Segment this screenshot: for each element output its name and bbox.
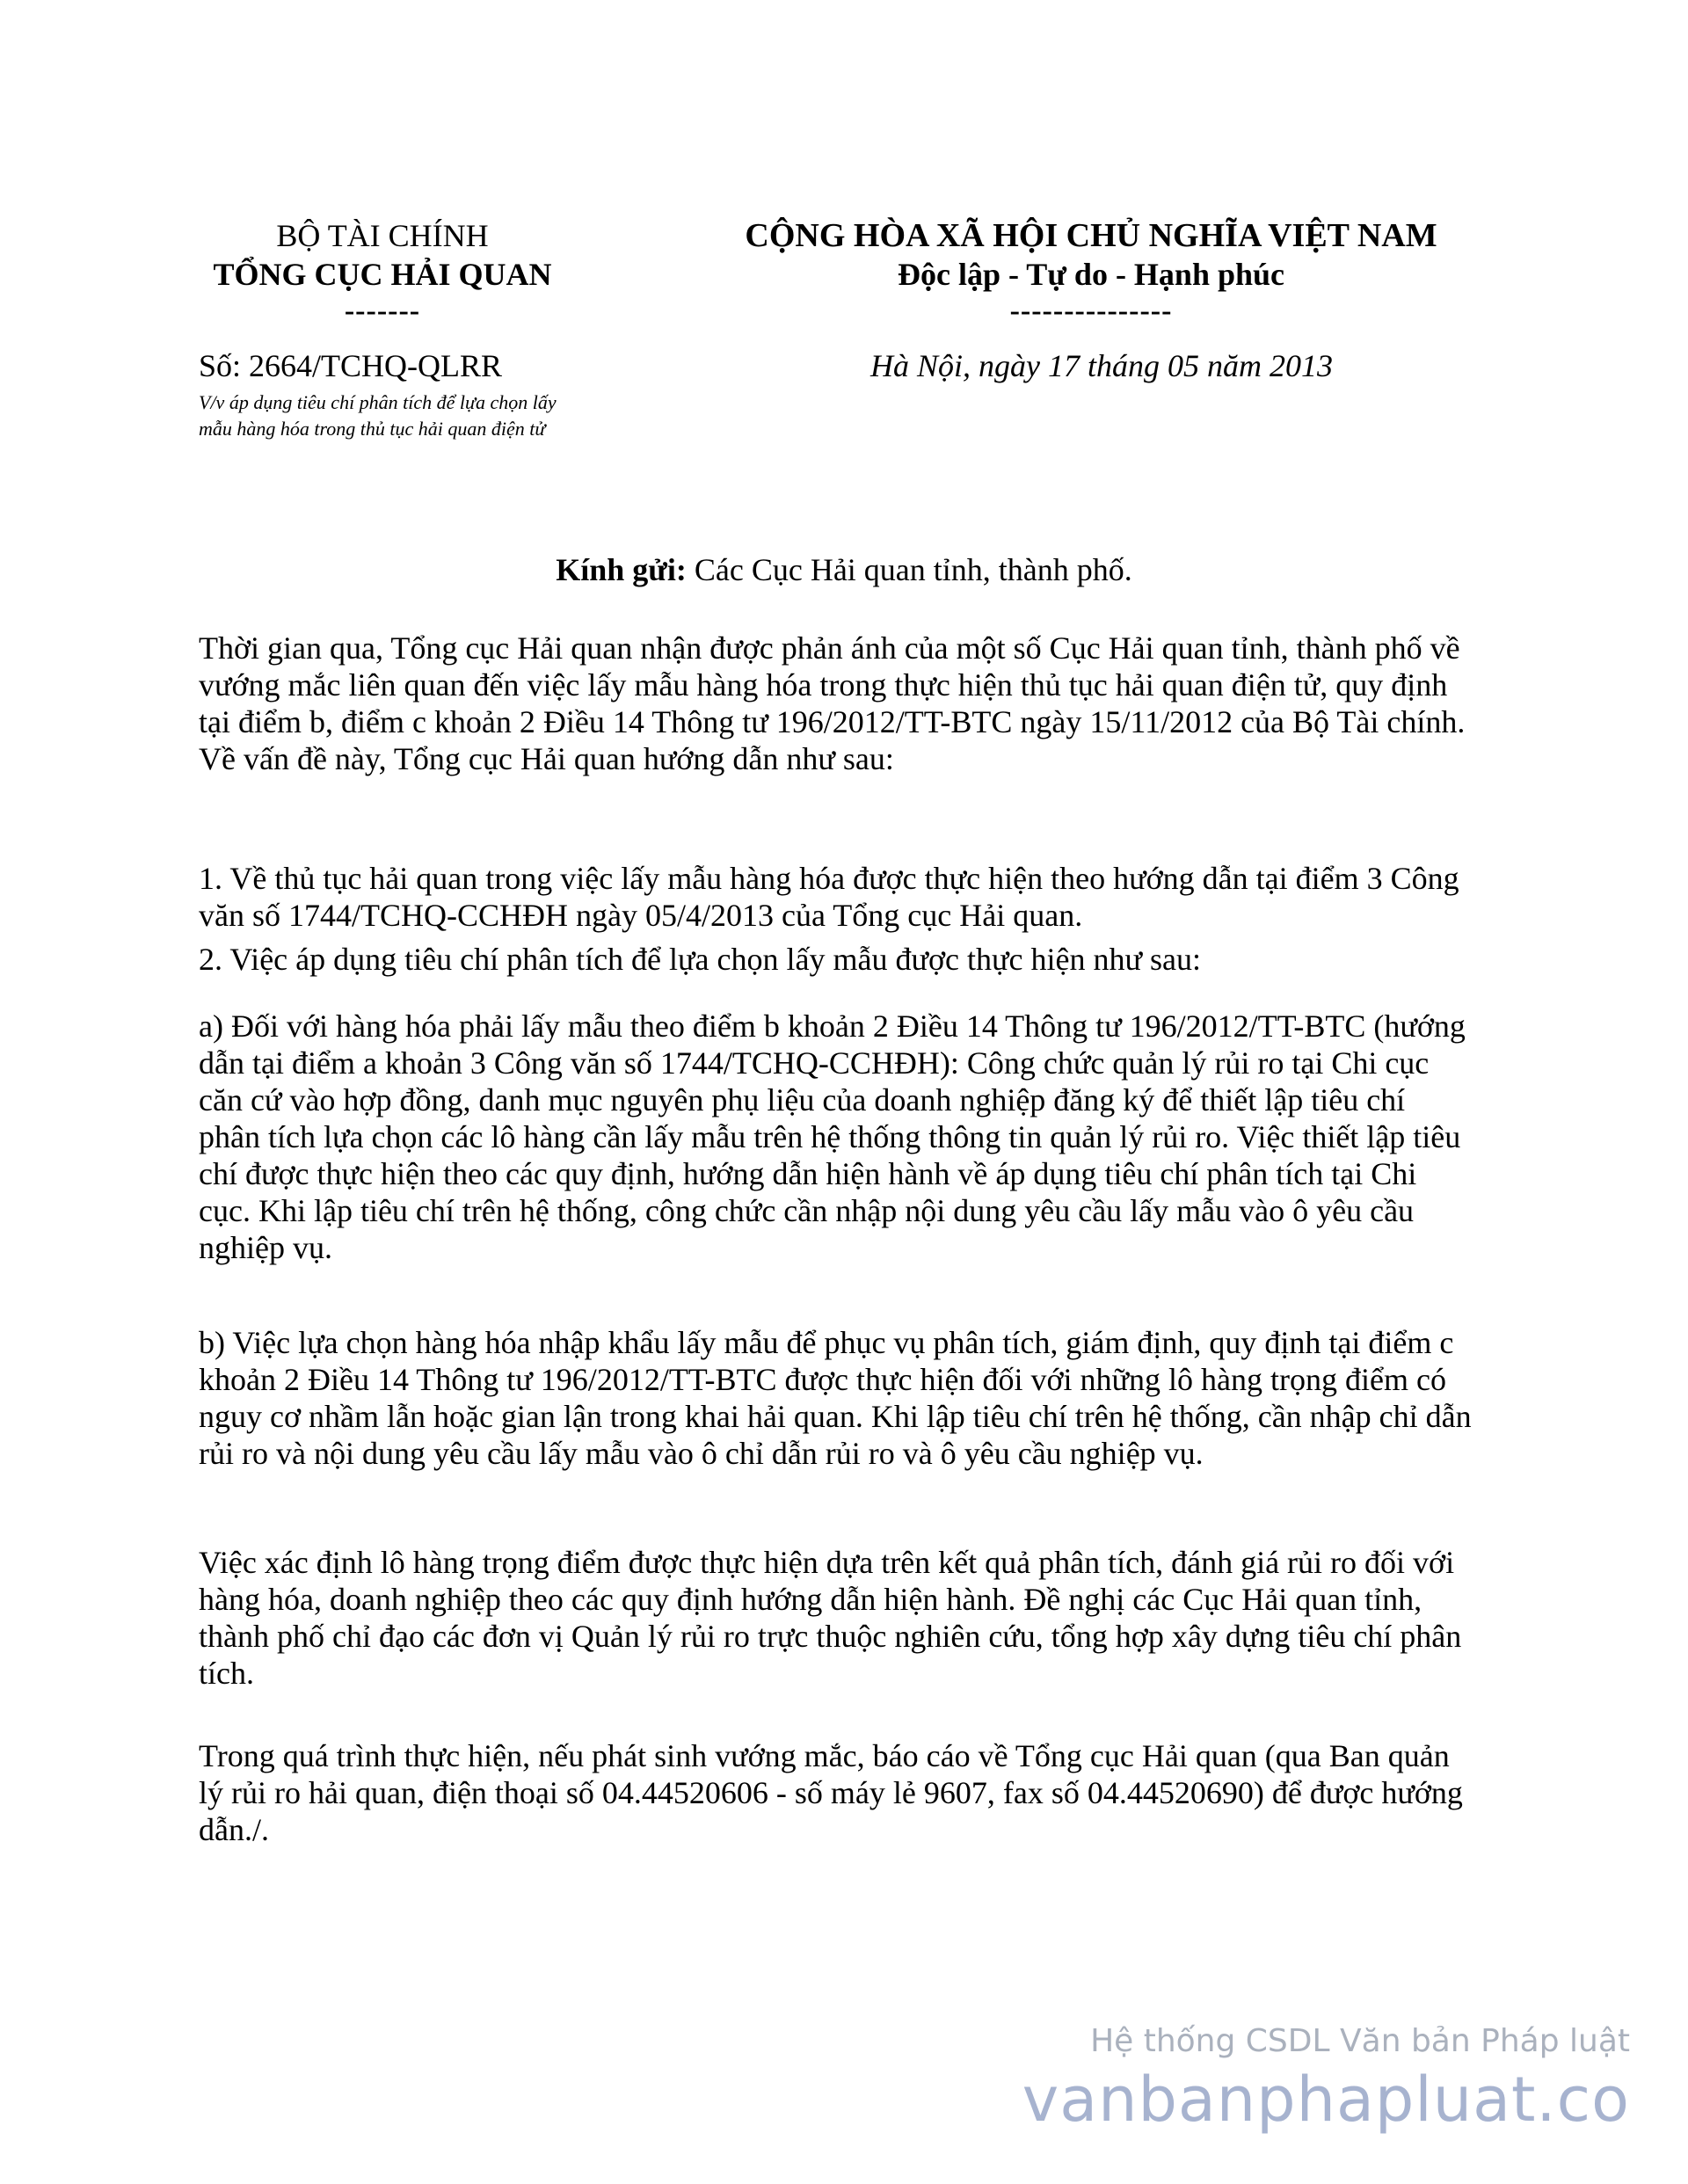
paragraph-intro: Thời gian qua, Tổng cục Hải quan nhận được phản ánh của một số Cục Hải quan tỉnh, thành phố về vướng mắc liên quan đến việc lấy mẫu hàng hóa trong thực hiện thủ tục hải quan điện tử, quy định tại điểm b, điểm c khoản 2 Điều 14 Thông tư 196/2012/TT-BTC ngày 15/11/2012 của Bộ Tài chính. Về vấn đề này, Tổng cục Hải quan hướng dẫn như sau: [199, 630, 1466, 776]
recipient-value: Các Cục Hải quan tỉnh, thành phố. [686, 552, 1132, 587]
paragraph-item-2a: a) Đối với hàng hóa phải lấy mẫu theo điểm b khoản 2 Điều 14 Thông tư 196/2012/TT-BTC (hướng dẫn tại điểm a khoản 3 Công văn số 1744/TCHQ-CCHĐH): Công chức quản lý rủi ro tại Chi cục căn cứ vào hợp đồng, danh mục nguyên phụ liệu của doanh nghiệp đăng ký để thiết lập tiêu chí phân tích lựa chọn các lô hàng cần lấy mẫu trên hệ thống thông tin quản lý rủi ro. Việc thiết lập tiêu chí được thực hiện theo các quy định, hướng dẫn hiện hành về áp dụng tiêu chí phân tích tại Chi cục. Khi lập tiêu chí trên hệ thống, công chức cần nhập nội dung yêu cầu lấy mẫu vào ô yêu cầu nghiệp vụ. [199, 1008, 1466, 1265]
recipient-line [0, 550, 1688, 589]
document-number: Số: 2664/TCHQ-QLRR [199, 348, 503, 383]
issuing-ministry: BỘ TÀI CHÍNH [276, 218, 489, 253]
paragraph-item-2: 2. Việc áp dụng tiêu chí phân tích để lựa chọn lấy mẫu được thực hiện như sau: [199, 942, 1201, 977]
paragraph-item-1: 1. Về thủ tục hải quan trong việc lấy mẫu hàng hóa được thực hiện theo hướng dẫn tại điểm 3 Công văn số 1744/TCHQ-CCHĐH ngày 05/4/2013 của Tổng cục Hải quan. [199, 861, 1459, 933]
paragraph-key-shipments: Việc xác định lô hàng trọng điểm được thực hiện dựa trên kết quả phân tích, đánh giá rủi ro đối với hàng hóa, doanh nghiệp theo các quy định hướng dẫn hiện hành. Đề nghị các Cục Hải quan tỉnh, thành phố chỉ đạo các đơn vị Quản lý rủi ro trực thuộc nghiên cứu, tổng hợp xây dựng tiêu chí phân tích. [199, 1545, 1462, 1691]
watermark-caption: Hệ thống CSDL Văn bản Pháp luật [1090, 2023, 1630, 2059]
paragraph-closing: Trong quá trình thực hiện, nếu phát sinh vướng mắc, báo cáo về Tổng cục Hải quan (qua Ban quản lý rủi ro hải quan, điện thoại số 04.44520606 - số máy lẻ 9607, fax số 04.44520690) để được hướng dẫn./. [199, 1738, 1463, 1847]
place-and-date: Hà Nội, ngày 17 tháng 05 năm 2013 [870, 348, 1333, 383]
national-motto: Độc lập - Tự do - Hạnh phúc [897, 257, 1285, 292]
paragraph-item-2b: b) Việc lựa chọn hàng hóa nhập khẩu lấy mẫu để phục vụ phân tích, giám định, quy định tại điểm c khoản 2 Điều 14 Thông tư 196/2012/TT-BTC được thực hiện đối với những lô hàng trọng điểm có nguy cơ nhầm lẫn hoặc gian lận trong khai hải quan. Khi lập tiêu chí trên hệ thống, cần nhập chỉ dẫn rủi ro và nội dung yêu cầu lấy mẫu vào ô chỉ dẫn rủi ro và ô yêu cầu nghiệp vụ. [199, 1325, 1472, 1471]
national-title: CỘNG HÒA XÃ HỘI CHỦ NGHĨA VIỆT NAM [745, 217, 1437, 254]
left-header-rule: ------- [344, 295, 421, 327]
issuing-department: TỔNG CỤC HẢI QUAN [213, 257, 552, 292]
watermark-site: vanbanphapluat.co [1022, 2064, 1630, 2136]
document-subject: V/v áp dụng tiêu chí phân tích để lựa chọn lấy mẫu hàng hóa trong thủ tục hải quan điện tử [199, 391, 557, 440]
recipient-label: Kính gửi: [556, 552, 687, 587]
right-header-rule: --------------- [1009, 295, 1173, 327]
